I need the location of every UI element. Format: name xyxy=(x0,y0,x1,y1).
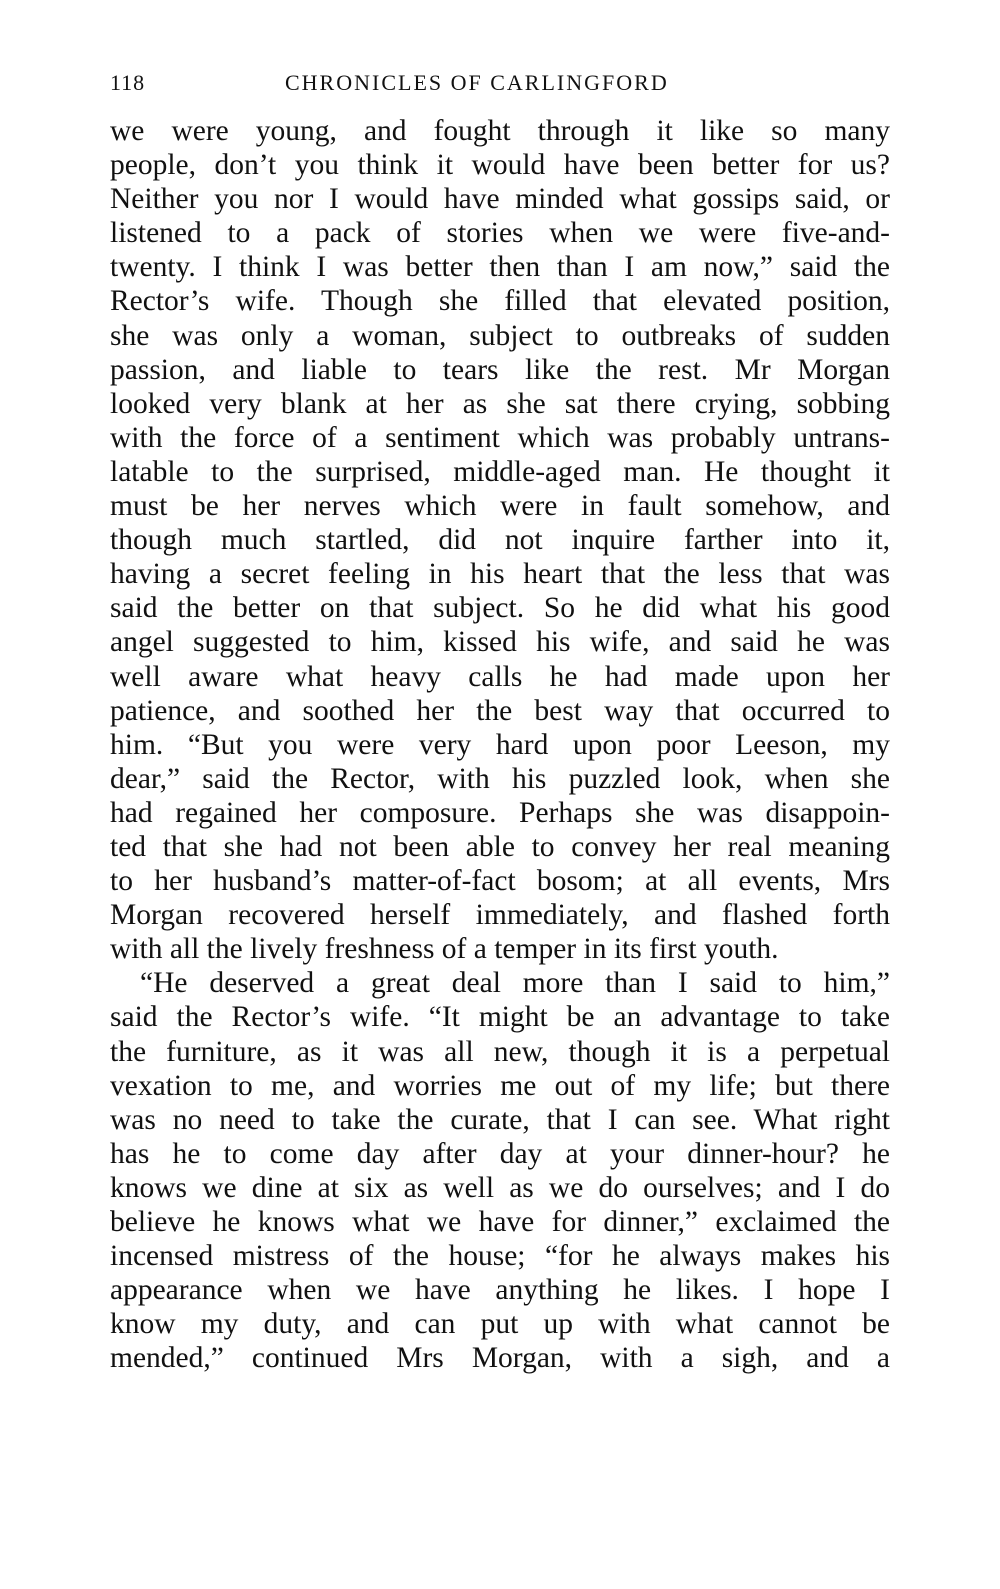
text-line: twenty. I think I was better then than I am now,” said the xyxy=(110,251,890,284)
text-line: must be her nerves which were in fault somehow, and xyxy=(110,490,890,523)
text-line: well aware what heavy calls he had made upon her xyxy=(110,660,890,693)
text-line: knows we dine at six as well as we do ourselves; and I do xyxy=(110,1171,890,1204)
text-line: patience, and soothed her the best way that occurred to xyxy=(110,694,890,727)
text-line: had regained her composure. Perhaps she was disappoin- xyxy=(110,796,890,829)
text-line: people, don’t you think it would have been better for us? xyxy=(110,149,890,182)
text-line: has he to come day after day at your dinner-hour? he xyxy=(110,1137,890,1170)
text-line: though much startled, did not inquire farther into it, xyxy=(110,524,890,557)
text-line: appearance when we have anything he likes. I hope I xyxy=(110,1274,890,1307)
text-line: with all the lively freshness of a temper in its first youth. xyxy=(110,933,779,966)
text-line: dear,” said the Rector, with his puzzled look, when she xyxy=(110,762,890,795)
text-line: incensed mistress of the house; “for he always makes his xyxy=(110,1240,890,1273)
text-line: believe he knows what we have for dinner,” exclaimed the xyxy=(110,1206,890,1238)
text-line: looked very blank at her as she sat there crying, sobbing xyxy=(110,387,890,420)
text-line: having a secret feeling in his heart that the less that was xyxy=(110,558,890,591)
text-line: Rector’s wife. Though she filled that elevated position, xyxy=(110,285,890,318)
book-page xyxy=(110,60,890,1375)
text-line: to her husband’s matter-of-fact bosom; at all events, Mrs xyxy=(110,865,890,898)
text-line: we were young, and fought through it like so many xyxy=(110,115,890,147)
text-line: with the force of a sentiment which was probably untrans- xyxy=(110,421,890,454)
text-line: him. “But you were very hard upon poor Leeson, my xyxy=(110,728,890,761)
page-number: 118 xyxy=(110,70,146,95)
text-line: ted that she had not been able to convey her real meaning xyxy=(110,830,890,863)
text-line: was no need to take the curate, that I can see. What right xyxy=(110,1103,890,1136)
running-head xyxy=(110,60,890,100)
text-line: she was only a woman, subject to outbreaks of sudden xyxy=(110,319,890,352)
text-line: the furniture, as it was all new, though it is a perpetual xyxy=(110,1035,890,1068)
body-text xyxy=(110,114,890,1375)
text-line: vexation to me, and worries me out of my life; but there xyxy=(110,1069,890,1102)
text-line: passion, and liable to tears like the rest. Mr Morgan xyxy=(110,353,890,386)
paragraph-first-line: “He deserved a great deal more than I said to him,” xyxy=(140,967,890,1000)
text-line: latable to the surprised, middle-aged man. He thought it xyxy=(110,455,890,488)
text-line: said the Rector’s wife. “It might be an advantage to take xyxy=(110,1001,890,1034)
running-title: CHRONICLES OF CARLINGFORD xyxy=(285,70,669,95)
text-line: listened to a pack of stories when we were five-and- xyxy=(110,217,890,250)
text-line: said the better on that subject. So he did what his good xyxy=(110,592,890,625)
text-line: Neither you nor I would have minded what gossips said, or xyxy=(110,183,890,216)
text-line: angel suggested to him, kissed his wife, and said he was xyxy=(110,626,890,659)
text-line: Morgan recovered herself immediately, and flashed forth xyxy=(110,899,890,932)
text-line: know my duty, and can put up with what cannot be xyxy=(110,1308,890,1341)
text-line: mended,” continued Mrs Morgan, with a sigh, and a xyxy=(110,1342,890,1375)
